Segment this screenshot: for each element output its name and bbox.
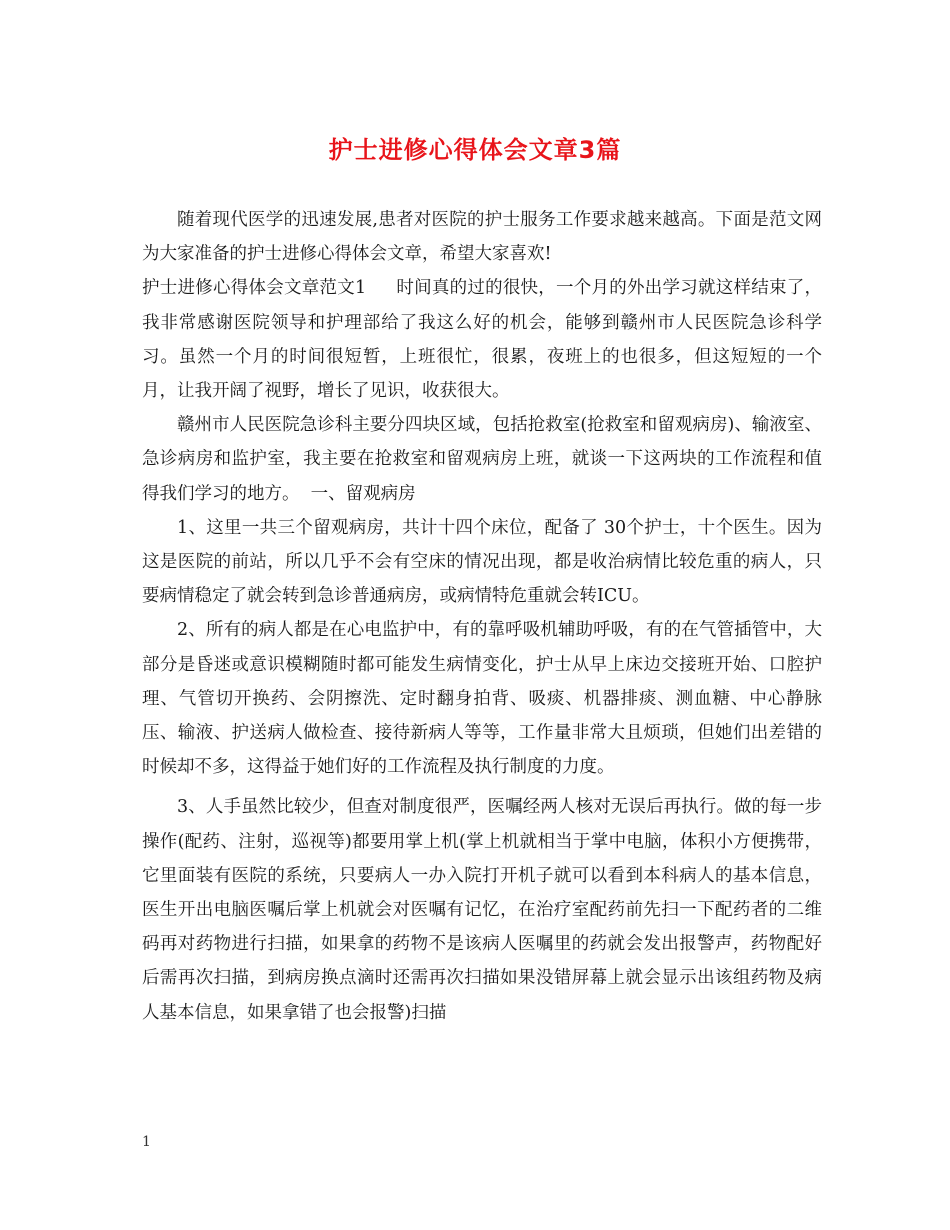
document-title: 护士进修心得体会文章3篇 bbox=[328, 136, 622, 164]
essay-1-paragraph bbox=[142, 271, 822, 408]
document-body bbox=[142, 203, 822, 1030]
overview-text: 赣州市人民医院急诊科主要分四块区域，包括抢救室(抢救室和留观病房)、输液室、急诊病房和监护室，我主要在抢救室和留观病房上班，就谈一下这两块的工作流程和值得我们学习的地方。 bbox=[142, 415, 822, 504]
essay-1-opening: 时间真的过的很快，一个月的外出学习就这样结束了，我非常感谢医院领导和护理部给了我这么好的机会，能够到赣州市人民医院急诊科学习。虽然一个月的时间很短暂，上班很忙，很累，夜班上的也很多，但这短短的一个月，让我开阔了视野，增长了见识，收获很大。 bbox=[142, 278, 822, 402]
page-number: 1 bbox=[142, 1134, 151, 1150]
point-3-paragraph: 3、人手虽然比较少，但查对制度很严，医嘱经两人核对无误后再执行。做的每一步操作(配药、注射，巡视等)都要用掌上机(掌上机就相当于掌中电脑，体积小方便携带，它里面装有医院的系统，只要病人一办入院打开机子就可以看到本科病人的基本信息，医生开出电脑医嘱后掌上机就会对医嘱有记忆，在治疗室配药前先扫一下配药者的二维码再对药物进行扫描，如果拿的药物不是该病人医嘱里的药就会发出报警声，药物配好后需再次扫描，到病房换点滴时还需再次扫描如果没错屏幕上就会显示出该组药物及病人基本信息，如果拿错了也会报警)扫描 bbox=[142, 797, 822, 1023]
section-heading-observation-ward: 一、留观病房 bbox=[310, 483, 416, 504]
essay-1-heading: 护士进修心得体会文章范文1 bbox=[142, 278, 367, 299]
point-2-paragraph: 2、所有的病人都是在心电监护中，有的靠呼吸机辅助呼吸，有的在气管插管中，大部分是昏迷或意识模糊随时都可能发生病情变化，护士从早上床边交接班开始、口腔护理、气管切开换药、会阴擦洗、定时翻身拍背、吸痰、机器排痰、测血糖、中心静脉压、输液、护送病人做检查、接待新病人等等，工作量非常大且烦琐，但她们出差错的时候却不多，这得益于她们好的工作流程及执行制度的力度。 bbox=[142, 620, 822, 778]
overview-paragraph bbox=[142, 408, 822, 511]
intro-paragraph: 随着现代医学的迅速发展,患者对医院的护士服务工作要求越来越高。下面是范文网为大家准备的护士进修心得体会文章，希望大家喜欢! bbox=[142, 210, 822, 265]
point-1-paragraph: 1、这里一共三个留观病房，共计十四个床位，配备了 30个护士，十个医生。因为这是医院的前站，所以几乎不会有空床的情况出现，都是收治病情比较危重的病人，只要病情稳定了就会转到急诊普通病房，或病情特危重就会转ICU。 bbox=[142, 517, 822, 607]
